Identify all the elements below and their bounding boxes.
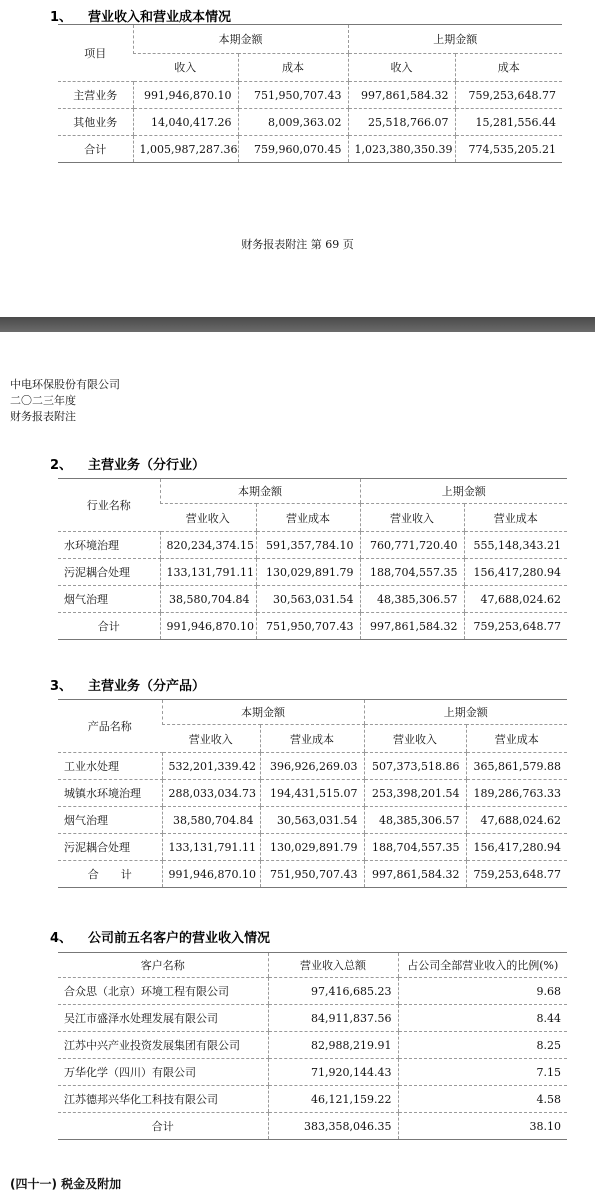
cell-prior-income: 507,373,518.86 [364, 753, 466, 780]
cell-prior-income: 997,861,584.32 [364, 861, 466, 888]
cell-prior-income: 188,704,557.35 [360, 559, 464, 586]
cell-current-income: 133,131,791.11 [160, 559, 256, 586]
section-3-heading [50, 675, 205, 694]
cell-current-cost: 30,563,031.54 [256, 586, 360, 613]
sub-header-income: 营业收入 [364, 725, 466, 753]
customer-name: 江苏中兴产业投资发展集团有限公司 [58, 1032, 268, 1059]
row-label: 城镇水环境治理 [58, 780, 162, 807]
cell-current-cost: 591,357,784.10 [256, 532, 360, 559]
cell-prior-income: 997,861,584.32 [360, 613, 464, 640]
customer-name: 万华化学（四川）有限公司 [58, 1059, 268, 1086]
col-header-ratio: 占公司全部营业收入的比例(%) [398, 953, 567, 978]
customer-ratio: 9.68 [398, 978, 567, 1005]
cell-prior-cost: 189,286,763.33 [466, 780, 567, 807]
cell-current-cost: 751,950,707.43 [238, 82, 348, 109]
cell-prior-income: 188,704,557.35 [364, 834, 466, 861]
customer-name: 江苏德邦兴华化工科技有限公司 [58, 1086, 268, 1113]
customer-ratio: 8.25 [398, 1032, 567, 1059]
table-row [58, 532, 567, 559]
row-label: 污泥耦合处理 [58, 559, 160, 586]
group-header-current: 本期金额 [133, 25, 348, 54]
company-name: 中电环保股份有限公司 [10, 378, 120, 391]
next-section-heading: (四十一) 税金及附加 [10, 1177, 122, 1191]
sub-header-income: 营业收入 [360, 504, 464, 532]
table-row-total [58, 613, 567, 640]
section-1-title: 营业收入和营业成本情况 [88, 10, 232, 25]
cell-current-income: 532,201,339.42 [162, 753, 260, 780]
section-1-heading [50, 6, 231, 25]
table-row [58, 109, 562, 136]
table-row [58, 586, 567, 613]
cell-prior-income: 760,771,720.40 [360, 532, 464, 559]
cell-current-cost: 8,009,363.02 [238, 109, 348, 136]
page-header [10, 377, 120, 425]
sub-header-income: 收入 [133, 53, 238, 82]
cell-prior-cost: 759,253,648.77 [466, 861, 567, 888]
cell-current-cost: 759,960,070.45 [238, 136, 348, 163]
group-header-current: 本期金额 [162, 700, 364, 725]
customer-name: 合计 [58, 1113, 268, 1140]
row-label: 主营业务 [58, 82, 133, 109]
group-header-prior: 上期金额 [364, 700, 567, 725]
col-header-total: 营业收入总额 [268, 953, 398, 978]
col-header-industry: 行业名称 [58, 479, 160, 532]
cell-current-cost: 30,563,031.54 [260, 807, 364, 834]
cell-prior-cost: 774,535,205.21 [455, 136, 562, 163]
table-row [58, 82, 562, 109]
table-row [58, 559, 567, 586]
group-header-current: 本期金额 [160, 479, 360, 504]
cell-prior-cost: 156,417,280.94 [466, 834, 567, 861]
table-row-total [58, 136, 562, 163]
industry-table [58, 478, 567, 640]
row-label: 合计 [58, 136, 133, 163]
cell-prior-cost: 47,688,024.62 [464, 586, 567, 613]
report-year: 二〇二三年度 [10, 394, 76, 407]
sub-header-income: 收入 [348, 53, 455, 82]
table-row-total [58, 861, 567, 888]
row-label: 污泥耦合处理 [58, 834, 162, 861]
customer-name: 合众思（北京）环境工程有限公司 [58, 978, 268, 1005]
section-3-title: 主营业务（分产品） [88, 679, 206, 694]
cell-prior-income: 48,385,306.57 [360, 586, 464, 613]
row-label: 其他业务 [58, 109, 133, 136]
sub-header-cost: 成本 [455, 53, 562, 82]
table-row [58, 753, 567, 780]
cell-current-income: 38,580,704.84 [160, 586, 256, 613]
cell-current-income: 14,040,417.26 [133, 109, 238, 136]
col-header-customer: 客户名称 [58, 953, 268, 978]
page-separator [0, 317, 595, 332]
document-name: 财务报表附注 [10, 410, 76, 423]
cell-current-cost: 396,926,269.03 [260, 753, 364, 780]
cell-prior-cost: 15,281,556.44 [455, 109, 562, 136]
table-row [58, 1032, 567, 1059]
group-header-prior: 上期金额 [348, 25, 562, 54]
section-2-title: 主营业务（分行业） [88, 458, 206, 473]
cell-prior-cost: 156,417,280.94 [464, 559, 567, 586]
cell-prior-cost: 47,688,024.62 [466, 807, 567, 834]
customer-ratio: 4.58 [398, 1086, 567, 1113]
cell-prior-cost: 365,861,579.88 [466, 753, 567, 780]
section-4-heading [50, 927, 270, 946]
cell-current-income: 991,946,870.10 [133, 82, 238, 109]
table-row [58, 1059, 567, 1086]
sub-header-income: 营业收入 [162, 725, 260, 753]
section-4-number: 4、 [50, 931, 73, 946]
cell-prior-cost: 555,148,343.21 [464, 532, 567, 559]
row-label: 水环境治理 [58, 532, 160, 559]
table-row [58, 834, 567, 861]
sub-header-cost: 营业成本 [464, 504, 567, 532]
sub-header-income: 营业收入 [160, 504, 256, 532]
customer-revenue: 71,920,144.43 [268, 1059, 398, 1086]
section-1-number: 1、 [50, 10, 73, 25]
cell-current-income: 1,005,987,287.36 [133, 136, 238, 163]
cell-prior-cost: 759,253,648.77 [464, 613, 567, 640]
cell-prior-income: 1,023,380,350.39 [348, 136, 455, 163]
col-header-product: 产品名称 [58, 700, 162, 753]
customer-revenue: 46,121,159.22 [268, 1086, 398, 1113]
table-row [58, 978, 567, 1005]
cell-current-cost: 130,029,891.79 [256, 559, 360, 586]
cell-current-income: 288,033,034.73 [162, 780, 260, 807]
table-row [58, 1086, 567, 1113]
row-label: 烟气治理 [58, 807, 162, 834]
row-label: 合 计 [58, 861, 162, 888]
sub-header-cost: 营业成本 [466, 725, 567, 753]
section-3-number: 3、 [50, 679, 73, 694]
group-header-prior: 上期金额 [360, 479, 567, 504]
table-row [58, 1005, 567, 1032]
customer-revenue: 84,911,837.56 [268, 1005, 398, 1032]
table-row [58, 780, 567, 807]
sub-header-cost: 成本 [238, 53, 348, 82]
sub-header-cost: 营业成本 [256, 504, 360, 532]
cell-current-cost: 751,950,707.43 [256, 613, 360, 640]
cell-prior-income: 253,398,201.54 [364, 780, 466, 807]
customer-ratio: 38.10 [398, 1113, 567, 1140]
customer-revenue: 97,416,685.23 [268, 978, 398, 1005]
row-label: 工业水处理 [58, 753, 162, 780]
cell-current-income: 820,234,374.15 [160, 532, 256, 559]
cell-current-income: 133,131,791.11 [162, 834, 260, 861]
cell-current-income: 38,580,704.84 [162, 807, 260, 834]
section-2-heading [50, 454, 205, 473]
cell-prior-income: 25,518,766.07 [348, 109, 455, 136]
cell-current-income: 991,946,870.10 [160, 613, 256, 640]
page-footer: 财务报表附注 第 69 页 [241, 238, 354, 251]
cell-prior-cost: 759,253,648.77 [455, 82, 562, 109]
customer-revenue: 82,988,219.91 [268, 1032, 398, 1059]
cell-prior-income: 48,385,306.57 [364, 807, 466, 834]
row-label: 烟气治理 [58, 586, 160, 613]
cell-prior-income: 997,861,584.32 [348, 82, 455, 109]
section-2-number: 2、 [50, 458, 73, 473]
section-4-title: 公司前五名客户的营业收入情况 [88, 931, 271, 946]
row-label: 合计 [58, 613, 160, 640]
customer-ratio: 8.44 [398, 1005, 567, 1032]
product-table [58, 699, 567, 888]
cell-current-cost: 130,029,891.79 [260, 834, 364, 861]
cell-current-income: 991,946,870.10 [162, 861, 260, 888]
customer-ratio: 7.15 [398, 1059, 567, 1086]
revenue-cost-table [58, 24, 562, 163]
cell-current-cost: 751,950,707.43 [260, 861, 364, 888]
col-header-item: 项目 [58, 25, 133, 82]
table-row-total [58, 1113, 567, 1140]
table-row [58, 807, 567, 834]
customer-name: 吴江市盛泽水处理发展有限公司 [58, 1005, 268, 1032]
top-customers-table [58, 952, 567, 1140]
customer-revenue: 383,358,046.35 [268, 1113, 398, 1140]
cell-current-cost: 194,431,515.07 [260, 780, 364, 807]
sub-header-cost: 营业成本 [260, 725, 364, 753]
